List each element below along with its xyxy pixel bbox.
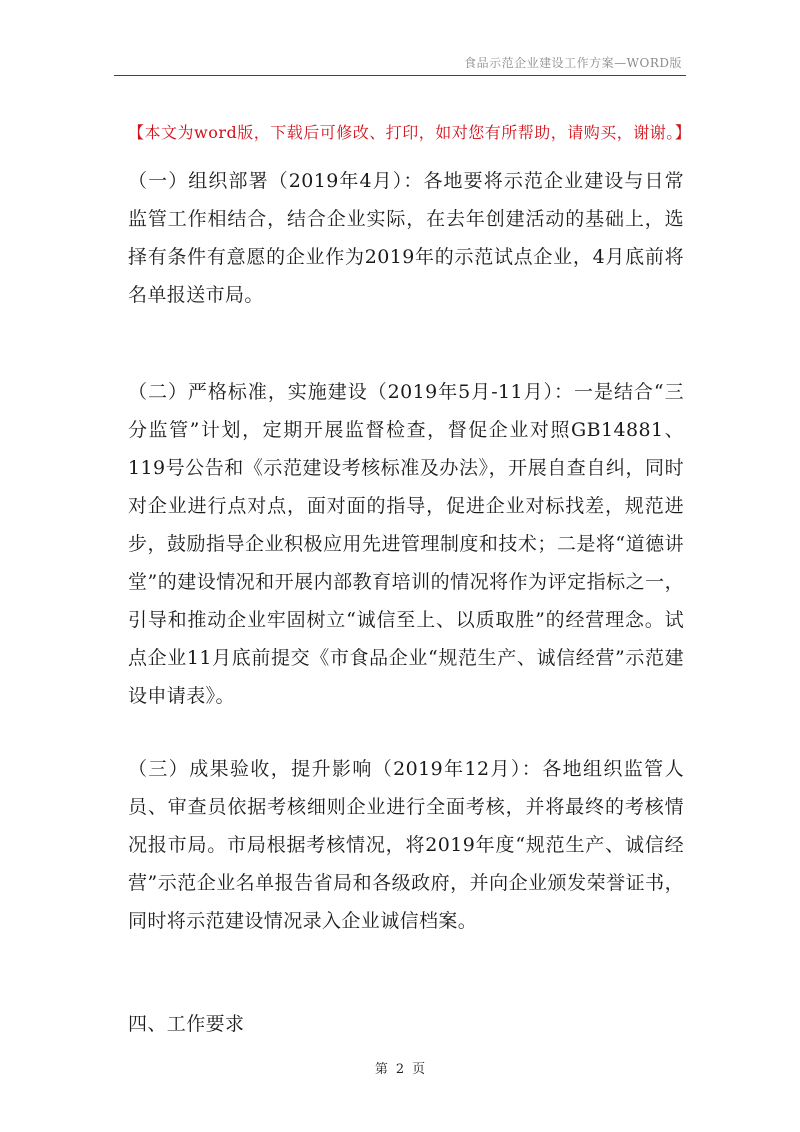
paragraph-acceptance: （三）成果验收，提升影响（2019年12月）：各地组织监管人员、审查员依据考核细则企业进行全面考核，并将最终的考核情况报市局。市局根据考核情况，将2019年度“规范生产、诚信经营”示范企业名单报告省局和各级政府，并向企业颁发荣誉证书，同时将示范建设情况录入企业诚信档案。 <box>128 758 684 932</box>
paragraph-standards: （二）严格标准，实施建设（2019年5月-11月）：一是结合“三分监管”计划，定期开展监督检查，督促企业对照GB14881、119号公告和《示范建设考核标准及办法》，开展自查自纠，同时对企业进行点对点，面对面的指导，促进企业对标找差，规范进步，鼓励指导企业积极应用先进管理制度和技术；二是将“道德讲堂”的建设情况和开展内部教育培训的情况将作为评定指标之一，引导和推动企业牢固树立“诚信至上、以质取胜”的经营理念。试点企业11月底前提交《市食品企业“规范生产、诚信经营”示范建设申请表》。 <box>128 381 684 707</box>
page-header-title: 食品示范企业建设工作方案—WORD版 <box>464 56 682 70</box>
header-divider <box>114 75 686 76</box>
footer-prefix: 第 <box>374 1062 388 1077</box>
purchase-notice: 【本文为word版，下载后可修改、打印，如对您有所帮助，请购买，谢谢。】 <box>128 123 692 142</box>
paragraph-organize: （一）组织部署（2019年4月）：各地要将示范企业建设与日常监管工作相结合，结合企业实际，在去年创建活动的基础上，选择有条件有意愿的企业作为2019年的示范试点企业，4月底前将名单报送市局。 <box>128 170 684 306</box>
footer-suffix: 页 <box>412 1062 426 1077</box>
page-footer <box>0 1058 800 1077</box>
page-number: 2 <box>395 1062 405 1077</box>
section-heading-requirements: 四、工作要求 <box>128 1013 245 1035</box>
